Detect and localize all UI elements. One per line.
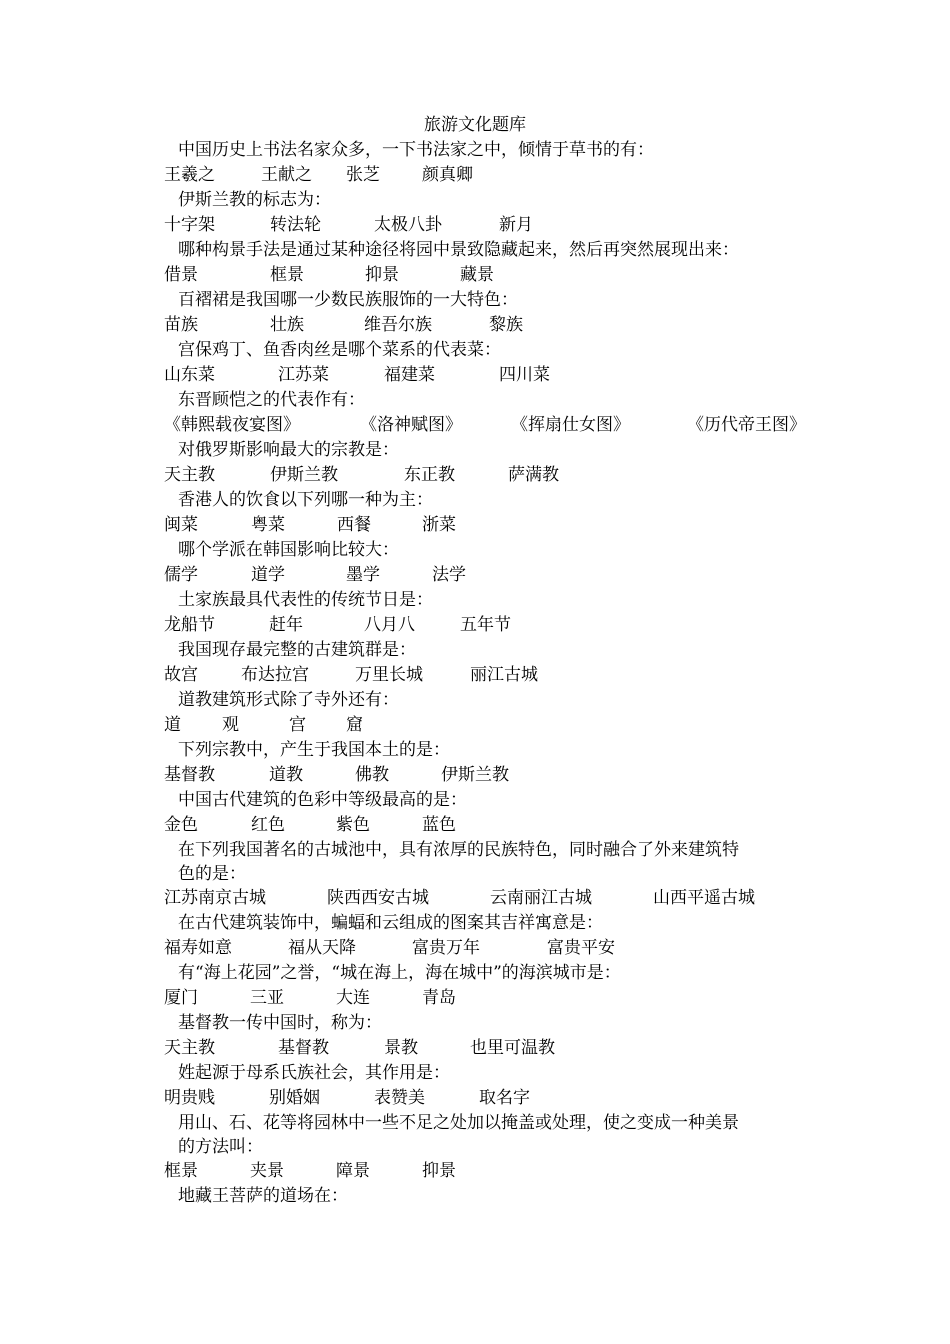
option: 转法轮 xyxy=(270,215,321,235)
option: 八月八 xyxy=(364,615,415,635)
question-text-continuation: 的方法叫： xyxy=(178,1137,263,1157)
option: 福建菜 xyxy=(384,365,435,385)
option: 障景 xyxy=(336,1161,370,1181)
document-title: 旅游文化题库 xyxy=(424,115,526,135)
options-row xyxy=(164,263,864,288)
option: 王羲之 xyxy=(164,165,215,185)
option: 景教 xyxy=(384,1038,418,1058)
question-text: 姓起源于母系氏族社会，其作用是： xyxy=(178,1063,450,1083)
options-row xyxy=(164,413,864,438)
option: 三亚 xyxy=(250,988,284,1008)
option: 窟 xyxy=(346,715,363,735)
option: 云南丽江古城 xyxy=(490,888,592,908)
option: 大连 xyxy=(336,988,370,1008)
option: 张芝 xyxy=(346,165,380,185)
question-text: 中国历史上书法名家众多，一下书法家之中，倾情于草书的有： xyxy=(178,140,654,160)
option: 基督教 xyxy=(164,765,215,785)
option: 《历代帝王图》 xyxy=(687,415,806,435)
option: 墨学 xyxy=(346,565,380,585)
option: 苗族 xyxy=(164,315,198,335)
options-row xyxy=(164,1086,864,1111)
question-text: 宫保鸡丁、鱼香肉丝是哪个菜系的代表菜： xyxy=(178,340,501,360)
question-text: 用山、石、花等将园林中一些不足之处加以掩盖或处理，使之变成一种美景 xyxy=(178,1113,739,1133)
option: 抑景 xyxy=(422,1161,456,1181)
options-row xyxy=(164,463,864,488)
option: 伊斯兰教 xyxy=(441,765,509,785)
option: 西餐 xyxy=(337,515,371,535)
option: 夹景 xyxy=(250,1161,284,1181)
options-row xyxy=(164,886,864,911)
option: 太极八卦 xyxy=(374,215,442,235)
option: 法学 xyxy=(432,565,466,585)
options-row xyxy=(164,813,864,838)
options-row xyxy=(164,763,864,788)
option: 新月 xyxy=(499,215,533,235)
question-text: 道教建筑形式除了寺外还有： xyxy=(178,690,399,710)
options-row xyxy=(164,563,864,588)
options-row xyxy=(164,613,864,638)
options-row xyxy=(164,713,864,738)
option: 浙菜 xyxy=(422,515,456,535)
option: 红色 xyxy=(251,815,285,835)
option: 宫 xyxy=(289,715,306,735)
question-text: 下列宗教中，产生于我国本土的是： xyxy=(178,740,450,760)
options-row xyxy=(164,313,864,338)
option: 框景 xyxy=(164,1161,198,1181)
question-text: 东晋顾恺之的代表作有： xyxy=(178,390,365,410)
option: 藏景 xyxy=(460,265,494,285)
option: 五年节 xyxy=(460,615,511,635)
option: 金色 xyxy=(164,815,198,835)
option: 《韩熙载夜宴图》 xyxy=(164,415,300,435)
options-row xyxy=(164,163,864,188)
option: 青岛 xyxy=(422,988,456,1008)
option: 福寿如意 xyxy=(164,938,232,958)
option: 山西平遥古城 xyxy=(653,888,755,908)
option: 十字架 xyxy=(164,215,215,235)
option: 明贵贱 xyxy=(164,1088,215,1108)
options-row xyxy=(164,1036,864,1061)
option: 闽菜 xyxy=(164,515,198,535)
question-text: 百褶裙是我国哪一少数民族服饰的一大特色： xyxy=(178,290,518,310)
option: 萨满教 xyxy=(508,465,559,485)
options-row xyxy=(164,513,864,538)
option: 也里可温教 xyxy=(470,1038,555,1058)
option: 陕西西安古城 xyxy=(327,888,429,908)
question-text: 哪种构景手法是通过某种途径将园中景致隐藏起来，然后再突然展现出来： xyxy=(178,240,739,260)
option: 壮族 xyxy=(270,315,304,335)
option: 别婚姻 xyxy=(269,1088,320,1108)
option: 观 xyxy=(222,715,239,735)
option: 抑景 xyxy=(365,265,399,285)
options-row xyxy=(164,663,864,688)
question-text: 中国古代建筑的色彩中等级最高的是： xyxy=(178,790,467,810)
options-row xyxy=(164,363,864,388)
question-text: 在下列我国著名的古城池中，具有浓厚的民族特色，同时融合了外来建筑特 xyxy=(178,840,739,860)
option: 万里长城 xyxy=(355,665,423,685)
question-text: 我国现存最完整的古建筑群是： xyxy=(178,640,416,660)
option: 表赞美 xyxy=(374,1088,425,1108)
option: 颜真卿 xyxy=(422,165,473,185)
option: 蓝色 xyxy=(422,815,456,835)
option: 道学 xyxy=(251,565,285,585)
question-text: 地藏王菩萨的道场在： xyxy=(178,1186,348,1206)
option: 道教 xyxy=(269,765,303,785)
option: 《挥扇仕女图》 xyxy=(511,415,630,435)
option: 黎族 xyxy=(489,315,523,335)
option: 取名字 xyxy=(479,1088,530,1108)
option: 紫色 xyxy=(336,815,370,835)
option: 厦门 xyxy=(164,988,198,1008)
options-row xyxy=(164,213,864,238)
question-text: 在古代建筑装饰中，蝙蝠和云组成的图案其吉祥寓意是： xyxy=(178,913,603,933)
option: 四川菜 xyxy=(499,365,550,385)
option: 维吾尔族 xyxy=(364,315,432,335)
option: 山东菜 xyxy=(164,365,215,385)
option: 天主教 xyxy=(164,465,215,485)
question-text: 香港人的饮食以下列哪一种为主： xyxy=(178,490,433,510)
option: 故宫 xyxy=(164,665,198,685)
option: 佛教 xyxy=(355,765,389,785)
question-text-continuation: 色的是： xyxy=(178,864,246,884)
option: 福从天降 xyxy=(288,938,356,958)
option: 江苏菜 xyxy=(278,365,329,385)
question-text: 土家族最具代表性的传统节日是： xyxy=(178,590,433,610)
option: 王献之 xyxy=(261,165,312,185)
option: 丽江古城 xyxy=(470,665,538,685)
option: 富贵万年 xyxy=(412,938,480,958)
option: 框景 xyxy=(270,265,304,285)
options-row xyxy=(164,936,864,961)
question-text: 哪个学派在韩国影响比较大： xyxy=(178,540,399,560)
question-text: 对俄罗斯影响最大的宗教是： xyxy=(178,440,399,460)
option: 粤菜 xyxy=(251,515,285,535)
option: 龙船节 xyxy=(164,615,215,635)
question-text: 伊斯兰教的标志为： xyxy=(178,190,331,210)
option: 儒学 xyxy=(164,565,198,585)
options-row xyxy=(164,1159,864,1184)
option: 赶年 xyxy=(269,615,303,635)
option: 江苏南京古城 xyxy=(164,888,266,908)
option: 道 xyxy=(164,715,181,735)
option: 富贵平安 xyxy=(547,938,615,958)
option: 天主教 xyxy=(164,1038,215,1058)
option: 东正教 xyxy=(404,465,455,485)
option: 《洛神赋图》 xyxy=(360,415,462,435)
option: 伊斯兰教 xyxy=(270,465,338,485)
option: 布达拉宫 xyxy=(241,665,309,685)
option: 借景 xyxy=(164,265,198,285)
options-row xyxy=(164,986,864,1011)
option: 基督教 xyxy=(278,1038,329,1058)
question-text: 基督教一传中国时，称为： xyxy=(178,1013,382,1033)
question-text: 有“海上花园”之誉，“城在海上，海在城中”的海滨城市是： xyxy=(178,963,621,983)
